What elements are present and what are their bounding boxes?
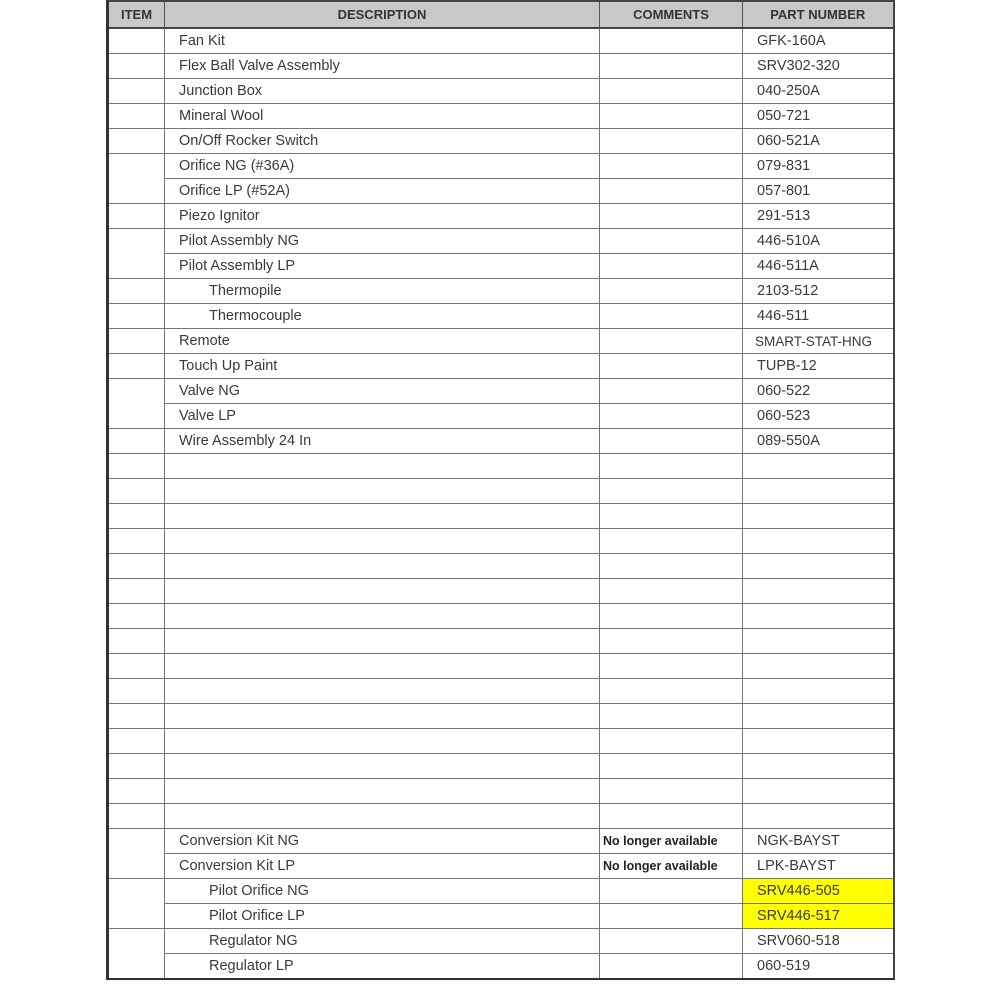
item-cell [108,754,165,779]
table-row [108,104,894,129]
comments-cell [600,404,743,429]
item-cell [108,229,165,279]
description-cell: Regulator NG [165,929,600,954]
description-cell: Mineral Wool [165,104,600,129]
table-row [108,154,894,179]
description-cell: Wire Assembly 24 In [165,429,600,454]
part-number-cell: SMART-STAT-HNG [743,329,894,354]
part-number-cell: 057-801 [743,179,894,204]
description-cell [165,654,600,679]
description-cell: Fan Kit [165,28,600,54]
item-cell [108,704,165,729]
part-number-cell: 291-513 [743,204,894,229]
part-number-cell [743,729,894,754]
part-number-cell [743,629,894,654]
item-cell [108,454,165,479]
comments-cell [600,254,743,279]
comments-cell [600,579,743,604]
description-cell [165,779,600,804]
table-row [108,529,894,554]
item-cell [108,304,165,329]
part-number-cell: NGK-BAYST [743,829,894,854]
table-row [108,829,894,854]
description-cell: On/Off Rocker Switch [165,129,600,154]
table-row [108,654,894,679]
part-number-cell-highlighted: SRV446-517 [743,904,894,929]
comments-cell [600,479,743,504]
table-row [108,504,894,529]
comments-cell [600,904,743,929]
part-number-cell: 446-511A [743,254,894,279]
description-cell [165,804,600,829]
part-number-cell: LPK-BAYST [743,854,894,879]
part-number-cell [743,454,894,479]
comments-cell [600,529,743,554]
table-row [108,79,894,104]
table-body [108,28,894,979]
item-cell [108,429,165,454]
description-cell: Regulator LP [165,954,600,980]
table-row [108,779,894,804]
table-row [108,704,894,729]
comments-cell [600,279,743,304]
item-cell [108,829,165,879]
item-cell [108,54,165,79]
table-row [108,754,894,779]
table-row [108,604,894,629]
comments-cell [600,179,743,204]
description-cell: Pilot Orifice LP [165,904,600,929]
description-cell [165,529,600,554]
comments-cell [600,54,743,79]
part-number-cell: 060-521A [743,129,894,154]
part-number-cell: 060-522 [743,379,894,404]
description-cell: Conversion Kit LP [165,854,600,879]
comments-cell [600,804,743,829]
part-number-cell [743,604,894,629]
comments-cell [600,554,743,579]
header-part-number: PART NUMBER [743,1,894,28]
part-number-cell [743,704,894,729]
table-row [108,229,894,254]
comments-cell [600,429,743,454]
table-row [108,679,894,704]
description-cell [165,604,600,629]
item-cell [108,654,165,679]
part-number-cell: 079-831 [743,154,894,179]
item-cell [108,729,165,754]
table-row [108,879,894,904]
comments-cell [600,879,743,904]
part-number-cell [743,679,894,704]
description-cell [165,704,600,729]
table-row [108,354,894,379]
comments-cell [600,504,743,529]
part-number-cell: TUPB-12 [743,354,894,379]
header-comments: COMMENTS [600,1,743,28]
description-cell [165,479,600,504]
table-row [108,854,894,879]
comments-cell [600,28,743,54]
description-cell [165,579,600,604]
part-number-cell: SRV060-518 [743,929,894,954]
table-row [108,429,894,454]
comments-cell [600,154,743,179]
description-cell [165,504,600,529]
comments-cell [600,354,743,379]
comments-cell: No longer available [600,829,743,854]
table-row [108,454,894,479]
table-row [108,729,894,754]
table-row [108,479,894,504]
comments-cell [600,629,743,654]
description-cell: Thermocouple [165,304,600,329]
part-number-cell: 040-250A [743,79,894,104]
part-number-cell: 060-519 [743,954,894,980]
table-row [108,54,894,79]
description-cell: Pilot Assembly NG [165,229,600,254]
header-description: DESCRIPTION [165,1,600,28]
description-cell: Junction Box [165,79,600,104]
parts-list-table [106,0,895,980]
item-cell [108,529,165,554]
item-cell [108,154,165,204]
part-number-cell: 446-510A [743,229,894,254]
description-cell: Flex Ball Valve Assembly [165,54,600,79]
part-number-cell: 060-523 [743,404,894,429]
comments-cell [600,729,743,754]
part-number-cell [743,654,894,679]
table-row [108,929,894,954]
table-row [108,629,894,654]
description-cell [165,629,600,654]
item-cell [108,279,165,304]
part-number-cell: 050-721 [743,104,894,129]
description-cell: Remote [165,329,600,354]
item-cell [108,554,165,579]
table-row [108,804,894,829]
comments-cell [600,454,743,479]
description-cell: Touch Up Paint [165,354,600,379]
table-row [108,554,894,579]
comments-cell [600,954,743,980]
description-cell: Piezo Ignitor [165,204,600,229]
item-cell [108,504,165,529]
description-cell: Orifice NG (#36A) [165,154,600,179]
item-cell [108,579,165,604]
item-cell [108,779,165,804]
part-number-cell: 446-511 [743,304,894,329]
table-row [108,904,894,929]
header-item: ITEM [108,1,165,28]
description-cell: Valve NG [165,379,600,404]
item-cell [108,379,165,429]
comments-cell [600,204,743,229]
item-cell [108,329,165,354]
table-row [108,279,894,304]
item-cell [108,929,165,980]
comments-cell [600,929,743,954]
part-number-cell [743,804,894,829]
item-cell [108,129,165,154]
table-row [108,404,894,429]
table-row [108,379,894,404]
description-cell: Pilot Assembly LP [165,254,600,279]
comments-cell [600,304,743,329]
description-cell [165,729,600,754]
item-cell [108,604,165,629]
part-number-cell [743,754,894,779]
header-row [108,1,894,28]
item-cell [108,204,165,229]
table-row [108,954,894,980]
part-number-cell: 089-550A [743,429,894,454]
comments-cell [600,329,743,354]
item-cell [108,879,165,929]
description-cell: Thermopile [165,279,600,304]
description-cell [165,454,600,479]
comments-cell [600,129,743,154]
description-cell [165,554,600,579]
item-cell [108,679,165,704]
comments-cell [600,704,743,729]
item-cell [108,629,165,654]
item-cell [108,479,165,504]
part-number-cell [743,504,894,529]
comments-cell [600,379,743,404]
item-cell [108,354,165,379]
description-cell: Pilot Orifice NG [165,879,600,904]
part-number-cell: 2103-512 [743,279,894,304]
table-row [108,129,894,154]
description-cell: Valve LP [165,404,600,429]
part-number-cell: SRV302-320 [743,54,894,79]
item-cell [108,28,165,54]
description-cell [165,679,600,704]
part-number-cell-highlighted: SRV446-505 [743,879,894,904]
comments-cell: No longer available [600,854,743,879]
part-number-cell [743,479,894,504]
table-row [108,304,894,329]
table-row [108,179,894,204]
part-number-cell [743,779,894,804]
comments-cell [600,104,743,129]
part-number-cell [743,579,894,604]
part-number-cell [743,529,894,554]
comments-cell [600,754,743,779]
table-row [108,329,894,354]
item-cell [108,104,165,129]
description-cell: Conversion Kit NG [165,829,600,854]
item-cell [108,804,165,829]
comments-cell [600,229,743,254]
description-cell [165,754,600,779]
part-number-cell [743,554,894,579]
table-row [108,254,894,279]
table-row [108,204,894,229]
comments-cell [600,604,743,629]
comments-cell [600,679,743,704]
comments-cell [600,779,743,804]
item-cell [108,79,165,104]
table-row [108,579,894,604]
comments-cell [600,79,743,104]
part-number-cell: GFK-160A [743,28,894,54]
description-cell: Orifice LP (#52A) [165,179,600,204]
table-row [108,28,894,54]
comments-cell [600,654,743,679]
